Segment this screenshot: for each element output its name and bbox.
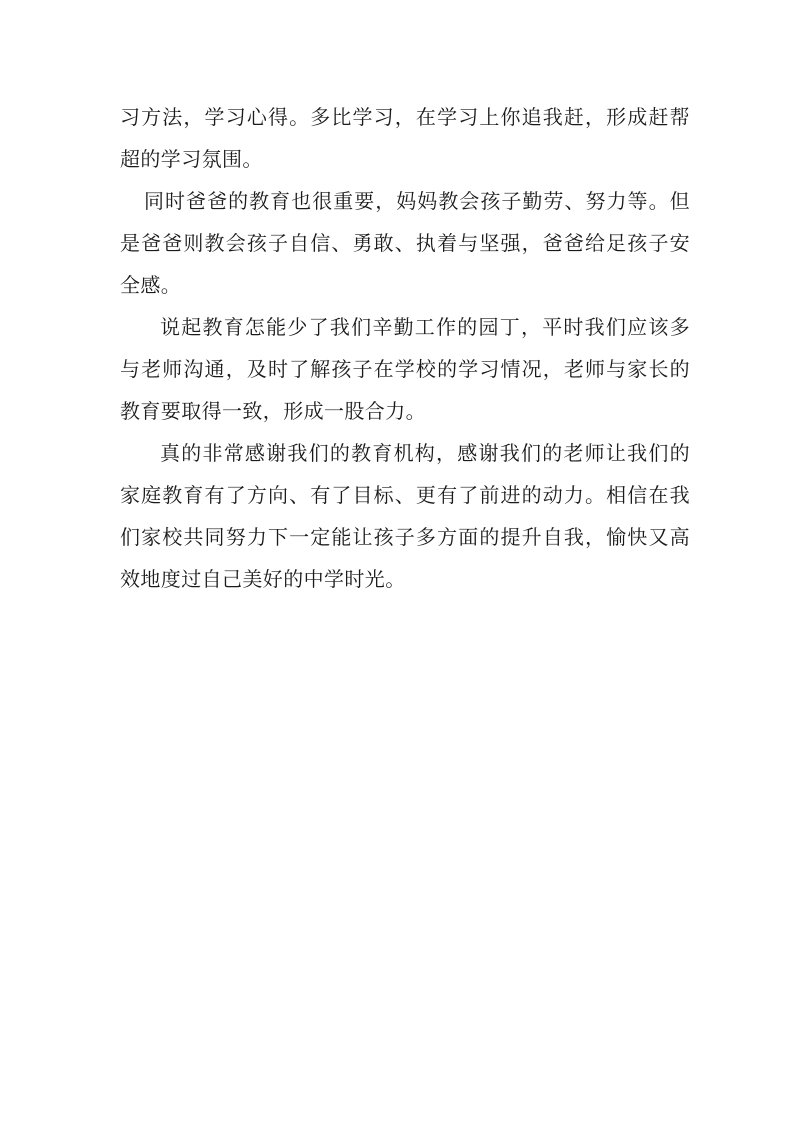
paragraph-3: 说起教育怎能少了我们辛勤工作的园丁，平时我们应该多与老师沟通，及时了解孩子在学校的学习情况，老师与家长的教育要取得一致，形成一股合力。 <box>120 315 690 423</box>
document-body <box>120 96 690 600</box>
paragraph-2: 同时爸爸的教育也很重要，妈妈教会孩子勤劳、努力等。但是爸爸则教会孩子自信、勇敢、执着与坚强，爸爸给足孩子安全感。 <box>120 189 690 297</box>
paragraph-4: 真的非常感谢我们的教育机构，感谢我们的老师让我们的家庭教育有了方向、有了目标、更有了前进的动力。相信在我们家校共同努力下一定能让孩子多方面的提升自我，愉快又高效地度过自己美好的中学时光。 <box>120 441 690 591</box>
paragraph-1: 习方法，学习心得。多比学习，在学习上你追我赶，形成赶帮超的学习氛围。 <box>120 105 690 171</box>
